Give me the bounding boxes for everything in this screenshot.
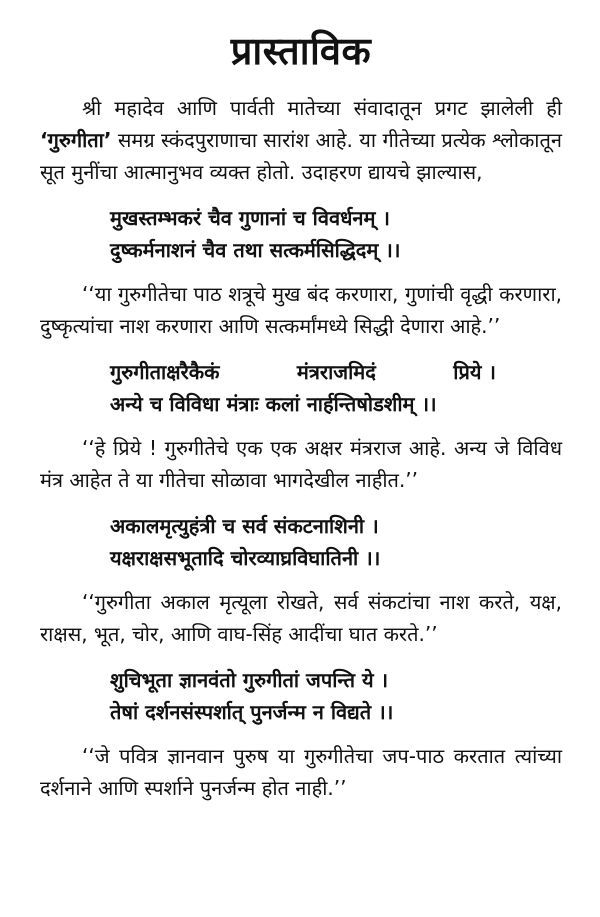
verse-3-line-2: यक्षराक्षसभूतादि चोरव्याघ्रविघातिनी ।। bbox=[110, 546, 381, 570]
verse-2-line-1-part-b: मंत्रराजमिदं bbox=[296, 360, 376, 384]
verse-2-line-1-part-c: प्रिये । bbox=[453, 360, 496, 384]
intro-text-1: श्री महादेव आणि पार्वती मातेच्या संवादातून प्रगट झालेली ही bbox=[82, 96, 562, 120]
meaning-3: ‘‘गुरुगीता अकाल मृत्यूला रोखते, सर्व संकटांचा नाश करते, यक्ष, राक्षस, भूत, चोर, आणि वाघ-सिंह आदींचा घात करते.’’ bbox=[40, 590, 562, 646]
verse-4-line-1: शुचिभूता ज्ञानवंतो गुरुगीतां जपन्ति ये । bbox=[110, 668, 389, 692]
verse-2-line-2: अन्ये च विविधा मंत्राः कलां नार्हन्तिषोडशीम् ।। bbox=[110, 392, 437, 416]
verse-3 bbox=[40, 510, 562, 574]
meaning-1: ‘‘या गुरुगीतेचा पाठ शत्रूचे मुख बंद करणारा, गुणांची वृद्धी करणारा, दुष्कृत्यांचा नाश करणारा आणि सत्कर्मांमध्ये सिद्धी देणारा आहे.’’ bbox=[40, 282, 562, 338]
verse-4-line-2: तेषां दर्शनसंस्पर्शात् पुनर्जन्म न विद्यते ।। bbox=[110, 700, 394, 724]
verse-1-line-1: मुखस्तम्भकरं चैव गुणानां च विवर्धनम् । bbox=[110, 206, 390, 230]
intro-bold-title: ‘गुरुगीता’ bbox=[40, 128, 112, 152]
verse-4 bbox=[40, 664, 562, 728]
meaning-4: ‘‘जे पवित्र ज्ञानवान पुरुष या गुरुगीतेचा जप-पाठ करतात त्यांच्या दर्शनाने आणि स्पर्शाने पुनर्जन्म होत नाही.’’ bbox=[40, 744, 562, 800]
meaning-2: ‘‘हे प्रिये ! गुरुगीतेचे एक एक अक्षर मंत्रराज आहे. अन्य जे विविध मंत्र आहेत ते या गीतेचा सोळावा भागदेखील नाहीत.’’ bbox=[40, 436, 562, 492]
verse-3-line-1: अकालमृत्युहंत्री च सर्व संकटनाशिनी । bbox=[110, 514, 379, 538]
intro-paragraph bbox=[40, 92, 562, 188]
verse-2-line-1 bbox=[110, 356, 496, 388]
verse-1 bbox=[40, 202, 562, 266]
page-title: प्रास्ताविक bbox=[230, 29, 372, 73]
verse-2-line-1-part-a: गुरुगीताक्षरैकैकं bbox=[110, 360, 220, 384]
intro-text-2: समग्र स्कंदपुराणाचा सारांश आहे. या गीतेच्या प्रत्येक श्लोकातून सूत मुनींचा आत्मानुभव व्यक्त होतो. उदाहरण द्यायचे झाल्यास, bbox=[40, 128, 562, 184]
verse-1-line-2: दुष्कर्मनाशनं चैव तथा सत्कर्मसिद्धिदम् ।। bbox=[110, 238, 401, 262]
verse-2 bbox=[40, 356, 562, 420]
